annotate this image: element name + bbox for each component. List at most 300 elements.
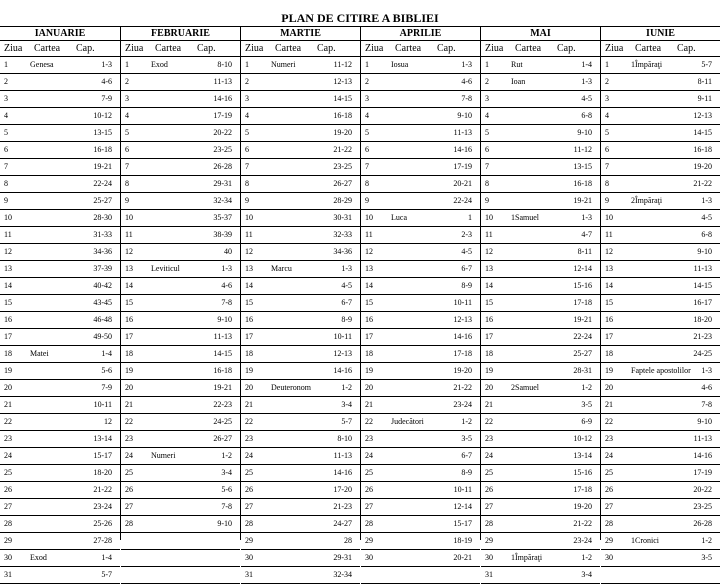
book-header: Cartea — [275, 43, 302, 54]
day-cell: 27 — [4, 502, 12, 511]
day-cell: 23 — [605, 434, 613, 443]
day-cell: 11 — [245, 230, 253, 239]
day-cell: 3 — [605, 94, 609, 103]
chapters-cell: 23-25 — [213, 145, 232, 154]
chapters-cell: 27-28 — [93, 536, 112, 545]
day-cell: 21 — [485, 400, 493, 409]
table-row — [0, 465, 120, 482]
book-cell: 2Samuel — [511, 383, 539, 392]
day-header: Ziua — [605, 43, 624, 54]
table-row — [481, 346, 600, 363]
chapters-cell: 4-6 — [461, 77, 472, 86]
day-header: Ziua — [4, 43, 23, 54]
day-cell: 9 — [245, 196, 249, 205]
chapters-cell: 19-21 — [93, 162, 112, 171]
table-row — [121, 329, 240, 346]
chapters-cell: 6-7 — [461, 451, 472, 460]
table-row — [361, 363, 480, 380]
day-cell: 2 — [4, 77, 8, 86]
book-header: Cartea — [34, 43, 61, 54]
table-row — [121, 159, 240, 176]
chapters-cell: 16-18 — [693, 145, 712, 154]
table-row — [361, 108, 480, 125]
chapters-cell: 15-16 — [573, 468, 592, 477]
chapters-cell: 1-2 — [461, 417, 472, 426]
table-row — [601, 516, 720, 533]
day-header: Ziua — [125, 43, 144, 54]
day-cell: 3 — [365, 94, 369, 103]
day-cell: 7 — [245, 162, 249, 171]
chapters-cell: 1-2 — [581, 383, 592, 392]
table-row — [241, 397, 360, 414]
book-cell: Exod — [151, 60, 168, 69]
chapters-cell: 10-11 — [93, 400, 112, 409]
chapters-cell: 2-3 — [461, 230, 472, 239]
day-cell: 16 — [365, 315, 373, 324]
day-cell: 5 — [4, 128, 8, 137]
table-row — [0, 74, 120, 91]
table-row — [121, 57, 240, 74]
table-row — [241, 363, 360, 380]
table-row — [481, 244, 600, 261]
table-row — [601, 176, 720, 193]
book-cell: Exod — [30, 553, 47, 562]
day-cell: 11 — [605, 230, 613, 239]
chapters-cell: 17-18 — [573, 485, 592, 494]
chapters-cell: 1-2 — [701, 536, 712, 545]
chapters-cell: 10-11 — [453, 298, 472, 307]
table-row — [601, 465, 720, 482]
table-row — [361, 193, 480, 210]
table-row — [481, 227, 600, 244]
chapters-cell: 13-14 — [93, 434, 112, 443]
day-cell: 25 — [485, 468, 493, 477]
table-row — [121, 448, 240, 465]
day-cell: 20 — [245, 383, 253, 392]
chapters-cell: 14-16 — [693, 451, 712, 460]
day-cell: 10 — [245, 213, 253, 222]
day-cell: 23 — [125, 434, 133, 443]
chapters-cell: 28 — [344, 536, 352, 545]
day-cell: 6 — [245, 145, 249, 154]
table-row — [601, 448, 720, 465]
day-cell: 18 — [245, 349, 253, 358]
table-row — [241, 312, 360, 329]
day-header: Ziua — [245, 43, 264, 54]
day-cell: 2 — [485, 77, 489, 86]
chapters-cell: 14-16 — [333, 468, 352, 477]
day-cell: 16 — [4, 315, 12, 324]
chapters-cell: 4-7 — [581, 230, 592, 239]
table-row — [121, 278, 240, 295]
chapters-header: Cap. — [197, 43, 216, 54]
day-cell: 3 — [4, 94, 8, 103]
day-cell: 6 — [125, 145, 129, 154]
chapters-cell: 21-22 — [333, 145, 352, 154]
page-title: PLAN DE CITIRE A BIBLIEI — [281, 11, 439, 25]
day-cell: 19 — [245, 366, 253, 375]
chapters-cell: 14-16 — [333, 366, 352, 375]
day-cell: 22 — [365, 417, 373, 426]
chapters-cell: 20-21 — [453, 553, 472, 562]
day-cell: 24 — [4, 451, 12, 460]
chapters-header: Cap. — [437, 43, 456, 54]
table-row — [361, 295, 480, 312]
table-row — [481, 516, 600, 533]
chapters-cell: 1-2 — [581, 553, 592, 562]
day-cell: 9 — [605, 196, 609, 205]
table-row — [481, 295, 600, 312]
table-row — [481, 431, 600, 448]
day-cell: 1 — [605, 60, 609, 69]
table-row — [481, 397, 600, 414]
day-cell: 7 — [4, 162, 8, 171]
table-row — [361, 159, 480, 176]
chapters-cell: 26-27 — [213, 434, 232, 443]
day-cell: 11 — [365, 230, 373, 239]
chapters-cell: 25-27 — [93, 196, 112, 205]
chapters-cell: 23-25 — [693, 502, 712, 511]
day-cell: 6 — [485, 145, 489, 154]
chapters-cell: 21-23 — [333, 502, 352, 511]
chapters-cell: 22-23 — [213, 400, 232, 409]
chapters-cell: 11-13 — [213, 332, 232, 341]
chapters-cell: 21-23 — [693, 332, 712, 341]
table-row — [121, 346, 240, 363]
chapters-header: Cap. — [76, 43, 95, 54]
chapters-cell: 3-5 — [581, 400, 592, 409]
table-row — [481, 91, 600, 108]
chapters-cell: 4-5 — [701, 213, 712, 222]
column-headers — [361, 40, 480, 57]
table-row — [241, 465, 360, 482]
day-cell: 21 — [605, 400, 613, 409]
chapters-cell: 16-17 — [693, 298, 712, 307]
chapters-cell: 24-25 — [213, 417, 232, 426]
table-row — [361, 329, 480, 346]
day-cell: 23 — [245, 434, 253, 443]
table-row — [0, 431, 120, 448]
chapters-cell: 3-5 — [461, 434, 472, 443]
table-row — [601, 397, 720, 414]
table-row — [601, 91, 720, 108]
table-row — [121, 550, 240, 567]
table-row — [481, 567, 600, 584]
table-row — [0, 108, 120, 125]
day-cell: 12 — [245, 247, 253, 256]
chapters-cell: 12-13 — [333, 349, 352, 358]
chapters-cell: 21-22 — [693, 179, 712, 188]
day-cell: 23 — [365, 434, 373, 443]
day-cell: 22 — [485, 417, 493, 426]
day-cell: 12 — [125, 247, 133, 256]
day-cell: 27 — [605, 502, 613, 511]
chapters-cell: 8-9 — [461, 468, 472, 477]
book-cell: Numeri — [271, 60, 296, 69]
chapters-cell: 11-13 — [453, 128, 472, 137]
day-cell: 11 — [4, 230, 12, 239]
chapters-cell: 46-48 — [93, 315, 112, 324]
table-row — [601, 363, 720, 380]
table-row — [0, 312, 120, 329]
book-cell: Rut — [511, 60, 523, 69]
table-row — [361, 227, 480, 244]
day-cell: 13 — [605, 264, 613, 273]
table-row — [0, 533, 120, 550]
chapters-cell: 9-10 — [577, 128, 592, 137]
book-cell: Ioan — [511, 77, 526, 86]
day-cell: 29 — [245, 536, 253, 545]
day-cell: 10 — [125, 213, 133, 222]
table-row — [601, 329, 720, 346]
table-row — [121, 142, 240, 159]
chapters-cell: 29-31 — [333, 553, 352, 562]
chapters-cell: 5-7 — [101, 570, 112, 579]
chapters-cell: 49-50 — [93, 332, 112, 341]
chapters-cell: 18-20 — [693, 315, 712, 324]
chapters-cell: 11-13 — [333, 451, 352, 460]
table-row — [481, 465, 600, 482]
table-row — [481, 550, 600, 567]
day-cell: 18 — [605, 349, 613, 358]
chapters-cell: 22-24 — [93, 179, 112, 188]
chapters-cell: 7-8 — [701, 400, 712, 409]
book-cell: 1Samuel — [511, 213, 539, 222]
chapters-cell: 23-24 — [573, 536, 592, 545]
day-cell: 18 — [125, 349, 133, 358]
day-cell: 10 — [365, 213, 373, 222]
table-row — [241, 142, 360, 159]
chapters-cell: 3-4 — [581, 570, 592, 579]
chapters-cell: 23-24 — [453, 400, 472, 409]
chapters-cell: 6-7 — [461, 264, 472, 273]
chapters-cell: 6-7 — [341, 298, 352, 307]
day-cell: 8 — [365, 179, 369, 188]
table-row — [0, 227, 120, 244]
chapters-cell: 1-3 — [701, 366, 712, 375]
table-row — [121, 414, 240, 431]
day-cell: 24 — [605, 451, 613, 460]
table-row — [121, 516, 240, 533]
table-row — [601, 414, 720, 431]
table-row — [0, 176, 120, 193]
table-row — [241, 448, 360, 465]
chapters-header: Cap. — [317, 43, 336, 54]
day-cell: 17 — [245, 332, 253, 341]
table-row — [0, 295, 120, 312]
book-cell: 2Împăraţi — [631, 196, 663, 205]
table-row — [0, 261, 120, 278]
table-row — [481, 210, 600, 227]
chapters-cell: 14-16 — [453, 145, 472, 154]
table-row — [121, 499, 240, 516]
table-row — [361, 397, 480, 414]
day-cell: 28 — [245, 519, 253, 528]
table-row — [121, 533, 240, 550]
day-cell: 8 — [605, 179, 609, 188]
day-cell: 9 — [485, 196, 489, 205]
column-headers — [241, 40, 360, 57]
chapters-cell: 30-31 — [333, 213, 352, 222]
chapters-cell: 4-5 — [581, 94, 592, 103]
table-row — [241, 176, 360, 193]
book-cell: Genesa — [30, 60, 54, 69]
chapters-cell: 1-3 — [461, 60, 472, 69]
day-cell: 16 — [245, 315, 253, 324]
day-cell: 4 — [365, 111, 369, 120]
day-cell: 9 — [365, 196, 369, 205]
table-row — [601, 193, 720, 210]
month-column — [600, 26, 720, 562]
day-cell: 28 — [4, 519, 12, 528]
column-headers — [0, 40, 120, 57]
day-cell: 29 — [605, 536, 613, 545]
chapters-cell: 16-18 — [93, 145, 112, 154]
table-row — [361, 448, 480, 465]
chapters-cell: 4-6 — [701, 383, 712, 392]
table-row — [121, 91, 240, 108]
chapters-header: Cap. — [677, 43, 696, 54]
day-cell: 20 — [485, 383, 493, 392]
day-cell: 10 — [605, 213, 613, 222]
table-row — [361, 550, 480, 567]
chapters-cell: 19-21 — [213, 383, 232, 392]
table-row — [481, 74, 600, 91]
table-row — [481, 108, 600, 125]
day-cell: 24 — [125, 451, 133, 460]
day-cell: 24 — [485, 451, 493, 460]
day-cell: 7 — [485, 162, 489, 171]
table-row — [121, 482, 240, 499]
table-row — [0, 142, 120, 159]
chapters-cell: 34-36 — [93, 247, 112, 256]
chapters-cell: 1-2 — [341, 383, 352, 392]
table-row — [121, 380, 240, 397]
table-row — [601, 278, 720, 295]
chapters-cell: 23-25 — [333, 162, 352, 171]
day-cell: 30 — [485, 553, 493, 562]
day-cell: 26 — [245, 485, 253, 494]
chapters-cell: 17-18 — [453, 349, 472, 358]
table-row — [121, 227, 240, 244]
chapters-cell: 32-34 — [333, 570, 352, 579]
month-header: FEBRUARIE — [121, 26, 240, 40]
day-cell: 28 — [605, 519, 613, 528]
table-row — [0, 125, 120, 142]
table-row — [241, 108, 360, 125]
day-cell: 17 — [365, 332, 373, 341]
chapters-cell: 14-16 — [213, 94, 232, 103]
day-cell: 12 — [605, 247, 613, 256]
day-cell: 26 — [605, 485, 613, 494]
table-row — [601, 312, 720, 329]
chapters-cell: 28-31 — [573, 366, 592, 375]
day-cell: 29 — [485, 536, 493, 545]
chapters-cell: 5-7 — [341, 417, 352, 426]
day-cell: 21 — [365, 400, 373, 409]
chapters-cell: 3-4 — [221, 468, 232, 477]
day-cell: 17 — [485, 332, 493, 341]
day-cell: 15 — [4, 298, 12, 307]
table-row — [121, 74, 240, 91]
table-row — [241, 329, 360, 346]
table-row — [361, 380, 480, 397]
day-cell: 6 — [605, 145, 609, 154]
day-cell: 10 — [4, 213, 12, 222]
chapters-cell: 25-27 — [573, 349, 592, 358]
day-cell: 21 — [125, 400, 133, 409]
chapters-cell: 31-33 — [93, 230, 112, 239]
chapters-cell: 37-39 — [93, 264, 112, 273]
day-cell: 30 — [365, 553, 373, 562]
table-row — [361, 176, 480, 193]
chapters-cell: 20-22 — [213, 128, 232, 137]
chapters-cell: 16-18 — [573, 179, 592, 188]
table-row — [361, 278, 480, 295]
table-row — [241, 431, 360, 448]
day-cell: 1 — [4, 60, 8, 69]
table-row — [0, 550, 120, 567]
chapters-cell: 6-8 — [701, 230, 712, 239]
chapters-cell: 7-9 — [101, 383, 112, 392]
table-row — [481, 142, 600, 159]
chapters-cell: 1-4 — [581, 60, 592, 69]
day-cell: 19 — [125, 366, 133, 375]
chapters-cell: 18-20 — [93, 468, 112, 477]
chapters-cell: 3-4 — [341, 400, 352, 409]
chapters-cell: 16-18 — [333, 111, 352, 120]
chapters-cell: 9-10 — [697, 417, 712, 426]
table-row — [361, 74, 480, 91]
day-cell: 31 — [485, 570, 493, 579]
table-row — [241, 550, 360, 567]
table-row — [0, 244, 120, 261]
table-row — [601, 261, 720, 278]
chapters-cell: 5-6 — [101, 366, 112, 375]
chapters-cell: 17-18 — [573, 298, 592, 307]
chapters-cell: 15-16 — [573, 281, 592, 290]
table-row — [481, 533, 600, 550]
table-row — [121, 465, 240, 482]
chapters-cell: 10-11 — [453, 485, 472, 494]
day-cell: 18 — [4, 349, 12, 358]
table-row — [481, 499, 600, 516]
chapters-cell: 11-12 — [333, 60, 352, 69]
day-cell: 4 — [605, 111, 609, 120]
chapters-cell: 11-12 — [573, 145, 592, 154]
chapters-cell: 1-3 — [221, 264, 232, 273]
chapters-cell: 10-11 — [333, 332, 352, 341]
month-column — [120, 26, 240, 540]
day-cell: 2 — [365, 77, 369, 86]
day-cell: 27 — [125, 502, 133, 511]
chapters-cell: 17-19 — [453, 162, 472, 171]
month-header: IUNIE — [601, 26, 720, 40]
chapters-cell: 22-24 — [573, 332, 592, 341]
table-row — [0, 397, 120, 414]
table-row — [0, 499, 120, 516]
chapters-cell: 22-24 — [453, 196, 472, 205]
table-row — [481, 278, 600, 295]
table-row — [121, 176, 240, 193]
day-header: Ziua — [485, 43, 504, 54]
chapters-cell: 29-31 — [213, 179, 232, 188]
chapters-cell: 19-20 — [453, 366, 472, 375]
table-row — [121, 261, 240, 278]
day-cell: 13 — [125, 264, 133, 273]
chapters-cell: 21-22 — [93, 485, 112, 494]
day-cell: 26 — [4, 485, 12, 494]
